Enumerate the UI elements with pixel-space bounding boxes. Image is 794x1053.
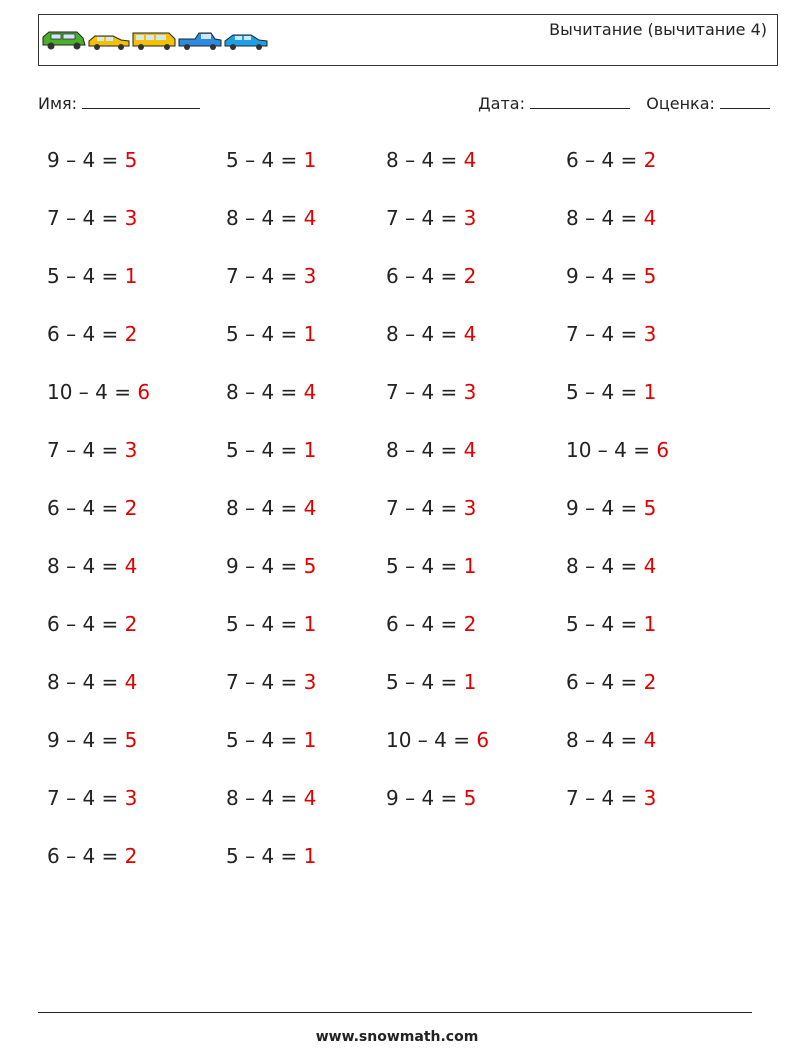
problem-question: 8 – 4 = bbox=[566, 554, 644, 578]
problem-question: 5 – 4 = bbox=[226, 322, 304, 346]
problem-item bbox=[226, 148, 316, 172]
problem-question: 9 – 4 = bbox=[386, 786, 464, 810]
problem-item bbox=[226, 670, 316, 694]
date-grade-fields bbox=[478, 94, 770, 113]
problem-item bbox=[47, 786, 137, 810]
problem-question: 6 – 4 = bbox=[47, 612, 125, 636]
problem-item bbox=[47, 380, 150, 404]
blue-pickup-icon bbox=[179, 33, 221, 50]
problem-item bbox=[226, 322, 316, 346]
problem-answer: 1 bbox=[463, 670, 477, 694]
problem-answer: 1 bbox=[303, 148, 317, 172]
problem-item bbox=[566, 206, 656, 230]
problem-question: 8 – 4 = bbox=[47, 670, 125, 694]
problem-question: 10 – 4 = bbox=[47, 380, 138, 404]
problem-answer: 1 bbox=[124, 264, 138, 288]
name-field bbox=[38, 94, 200, 113]
problem-question: 8 – 4 = bbox=[226, 786, 304, 810]
problem-question: 5 – 4 = bbox=[226, 438, 304, 462]
problem-answer: 5 bbox=[463, 786, 477, 810]
problem-question: 8 – 4 = bbox=[386, 148, 464, 172]
problem-answer: 1 bbox=[303, 728, 317, 752]
problem-answer: 2 bbox=[463, 264, 477, 288]
problem-item bbox=[226, 786, 316, 810]
problem-answer: 4 bbox=[643, 554, 657, 578]
problem-answer: 2 bbox=[124, 612, 138, 636]
problem-answer: 1 bbox=[303, 322, 317, 346]
problem-answer: 3 bbox=[463, 380, 477, 404]
grade-label: Оценка: bbox=[646, 94, 715, 113]
problem-answer: 3 bbox=[643, 322, 657, 346]
problem-answer: 1 bbox=[303, 612, 317, 636]
problem-question: 7 – 4 = bbox=[386, 206, 464, 230]
footer-site: www.snowmath.com bbox=[315, 1029, 479, 1045]
problem-answer: 6 bbox=[656, 438, 670, 462]
problem-answer: 4 bbox=[643, 728, 657, 752]
problem-answer: 3 bbox=[124, 786, 138, 810]
problem-item bbox=[386, 380, 476, 404]
problem-answer: 3 bbox=[303, 264, 317, 288]
problem-item bbox=[226, 206, 316, 230]
problem-item bbox=[47, 670, 137, 694]
problem-item bbox=[47, 438, 137, 462]
problem-item bbox=[566, 322, 656, 346]
problem-item bbox=[566, 612, 656, 636]
problem-item bbox=[386, 554, 476, 578]
problem-question: 5 – 4 = bbox=[47, 264, 125, 288]
problem-question: 7 – 4 = bbox=[566, 786, 644, 810]
name-blank[interactable] bbox=[82, 94, 200, 109]
problem-question: 5 – 4 = bbox=[226, 148, 304, 172]
problem-question: 8 – 4 = bbox=[386, 322, 464, 346]
problem-question: 6 – 4 = bbox=[566, 670, 644, 694]
problem-item bbox=[226, 844, 316, 868]
problem-item bbox=[226, 612, 316, 636]
problem-question: 9 – 4 = bbox=[566, 496, 644, 520]
problem-item bbox=[47, 728, 137, 752]
problem-answer: 6 bbox=[137, 380, 151, 404]
problem-question: 8 – 4 = bbox=[226, 206, 304, 230]
problem-answer: 2 bbox=[124, 844, 138, 868]
problem-question: 7 – 4 = bbox=[47, 206, 125, 230]
problem-question: 8 – 4 = bbox=[226, 380, 304, 404]
problem-question: 5 – 4 = bbox=[566, 380, 644, 404]
problem-item bbox=[226, 438, 316, 462]
problem-item bbox=[566, 728, 656, 752]
problem-question: 5 – 4 = bbox=[566, 612, 644, 636]
problem-answer: 2 bbox=[124, 496, 138, 520]
problem-question: 9 – 4 = bbox=[566, 264, 644, 288]
problem-question: 5 – 4 = bbox=[386, 670, 464, 694]
problem-answer: 1 bbox=[303, 438, 317, 462]
problem-item bbox=[566, 380, 656, 404]
problem-item bbox=[566, 554, 656, 578]
problem-item bbox=[47, 844, 137, 868]
problem-item bbox=[386, 148, 476, 172]
problem-question: 8 – 4 = bbox=[226, 496, 304, 520]
problem-question: 6 – 4 = bbox=[386, 612, 464, 636]
problem-item bbox=[566, 786, 656, 810]
problem-answer: 2 bbox=[463, 612, 477, 636]
problem-question: 6 – 4 = bbox=[47, 844, 125, 868]
problem-item bbox=[47, 496, 137, 520]
problem-question: 6 – 4 = bbox=[566, 148, 644, 172]
problem-item bbox=[566, 264, 656, 288]
problem-item bbox=[386, 728, 489, 752]
problem-question: 5 – 4 = bbox=[226, 728, 304, 752]
problem-answer: 2 bbox=[124, 322, 138, 346]
footer-divider bbox=[38, 1012, 752, 1013]
problem-question: 6 – 4 = bbox=[47, 322, 125, 346]
problem-item bbox=[47, 264, 137, 288]
problem-answer: 5 bbox=[643, 264, 657, 288]
problem-item bbox=[566, 438, 669, 462]
problem-question: 8 – 4 = bbox=[386, 438, 464, 462]
problem-item bbox=[47, 554, 137, 578]
problem-item bbox=[226, 728, 316, 752]
yellow-taxi-icon bbox=[89, 36, 129, 50]
problem-answer: 2 bbox=[643, 670, 657, 694]
problem-item bbox=[386, 670, 476, 694]
green-van-icon bbox=[43, 32, 85, 50]
problem-item bbox=[47, 148, 137, 172]
grade-blank[interactable] bbox=[720, 94, 770, 109]
problem-answer: 3 bbox=[124, 206, 138, 230]
problem-question: 7 – 4 = bbox=[386, 496, 464, 520]
problem-answer: 1 bbox=[463, 554, 477, 578]
problem-question: 5 – 4 = bbox=[226, 844, 304, 868]
car-icons bbox=[41, 29, 271, 53]
problem-question: 5 – 4 = bbox=[226, 612, 304, 636]
problem-item bbox=[47, 322, 137, 346]
problem-answer: 3 bbox=[463, 496, 477, 520]
problem-item bbox=[566, 496, 656, 520]
problem-answer: 5 bbox=[124, 148, 138, 172]
problem-question: 10 – 4 = bbox=[566, 438, 657, 462]
problem-item bbox=[386, 612, 476, 636]
problem-item bbox=[386, 496, 476, 520]
problem-item bbox=[386, 264, 476, 288]
problem-answer: 1 bbox=[643, 612, 657, 636]
problem-question: 7 – 4 = bbox=[226, 670, 304, 694]
problem-question: 8 – 4 = bbox=[566, 728, 644, 752]
problem-answer: 3 bbox=[303, 670, 317, 694]
problem-item bbox=[386, 206, 476, 230]
problem-question: 7 – 4 = bbox=[226, 264, 304, 288]
problem-question: 8 – 4 = bbox=[47, 554, 125, 578]
problem-answer: 3 bbox=[643, 786, 657, 810]
problem-question: 7 – 4 = bbox=[47, 438, 125, 462]
problem-answer: 4 bbox=[463, 148, 477, 172]
problem-answer: 5 bbox=[303, 554, 317, 578]
problem-answer: 3 bbox=[463, 206, 477, 230]
worksheet-header bbox=[38, 14, 778, 66]
problem-question: 9 – 4 = bbox=[47, 148, 125, 172]
problem-item bbox=[226, 496, 316, 520]
blue-car-icon bbox=[225, 35, 267, 50]
problem-answer: 5 bbox=[643, 496, 657, 520]
problem-answer: 4 bbox=[463, 438, 477, 462]
problem-answer: 1 bbox=[303, 844, 317, 868]
yellow-bus-icon bbox=[133, 33, 175, 50]
problem-item bbox=[386, 438, 476, 462]
problem-question: 10 – 4 = bbox=[386, 728, 477, 752]
problem-item bbox=[226, 264, 316, 288]
worksheet-title: Вычитание (вычитание 4) bbox=[549, 20, 767, 39]
problem-item bbox=[47, 612, 137, 636]
problem-item bbox=[386, 322, 476, 346]
problem-question: 7 – 4 = bbox=[47, 786, 125, 810]
problem-question: 7 – 4 = bbox=[386, 380, 464, 404]
problem-question: 9 – 4 = bbox=[47, 728, 125, 752]
problem-item bbox=[566, 148, 656, 172]
problem-answer: 3 bbox=[124, 438, 138, 462]
problem-answer: 6 bbox=[476, 728, 490, 752]
problem-answer: 4 bbox=[463, 322, 477, 346]
problem-question: 8 – 4 = bbox=[566, 206, 644, 230]
problem-answer: 4 bbox=[124, 670, 138, 694]
problem-item bbox=[386, 786, 476, 810]
problem-answer: 4 bbox=[643, 206, 657, 230]
problem-item bbox=[226, 380, 316, 404]
problem-question: 7 – 4 = bbox=[566, 322, 644, 346]
problem-question: 5 – 4 = bbox=[386, 554, 464, 578]
date-label: Дата: bbox=[478, 94, 525, 113]
problem-question: 6 – 4 = bbox=[47, 496, 125, 520]
problem-question: 9 – 4 = bbox=[226, 554, 304, 578]
problem-item bbox=[47, 206, 137, 230]
date-blank[interactable] bbox=[530, 94, 630, 109]
problem-question: 6 – 4 = bbox=[386, 264, 464, 288]
problem-answer: 4 bbox=[303, 380, 317, 404]
problem-answer: 1 bbox=[643, 380, 657, 404]
name-label: Имя: bbox=[38, 94, 78, 113]
problem-item bbox=[566, 670, 656, 694]
problem-answer: 4 bbox=[303, 786, 317, 810]
problem-answer: 4 bbox=[124, 554, 138, 578]
problem-answer: 4 bbox=[303, 496, 317, 520]
problem-answer: 4 bbox=[303, 206, 317, 230]
problem-item bbox=[226, 554, 316, 578]
problem-answer: 2 bbox=[643, 148, 657, 172]
problem-answer: 5 bbox=[124, 728, 138, 752]
